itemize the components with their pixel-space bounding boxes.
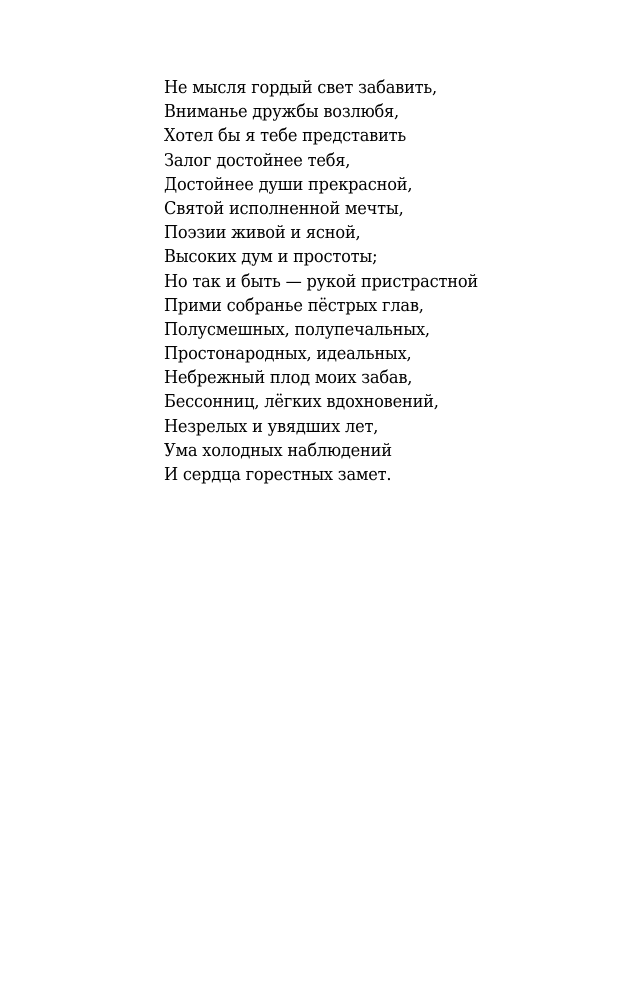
poem-line: Ума холодных наблюдений bbox=[164, 439, 392, 461]
poem-line: Поэзии живой и ясной, bbox=[164, 222, 361, 244]
poem-line: Простонародных, идеальных, bbox=[164, 343, 412, 365]
poem-line: Святой исполненной мечты, bbox=[164, 197, 404, 219]
poem-line: Высоких дум и простоты; bbox=[164, 246, 378, 268]
poem-line: Хотел бы я тебе представить bbox=[164, 125, 407, 147]
poem-line: Вниманье дружбы возлюбя, bbox=[164, 101, 399, 123]
poem-stanza bbox=[164, 76, 604, 487]
poem-line: Не мысля гордый свет забавить, bbox=[164, 77, 437, 98]
poem-line: Но так и быть — рукой пристрастной bbox=[164, 270, 478, 292]
poem-line: И сердца горестных замет. bbox=[164, 464, 392, 485]
poem-line: Достойнее души прекрасной, bbox=[164, 173, 413, 195]
poem-line: Прими собранье пёстрых глав, bbox=[164, 294, 424, 316]
poem-line: Незрелых и увядших лет, bbox=[164, 415, 379, 437]
poem-line: Бессонниц, лёгких вдохновений, bbox=[164, 391, 439, 413]
poem-line: Полусмешных, полупечальных, bbox=[164, 318, 430, 340]
poem-line: Залог достойнее тебя, bbox=[164, 149, 351, 171]
poem-line: Небрежный плод моих забав, bbox=[164, 367, 413, 389]
